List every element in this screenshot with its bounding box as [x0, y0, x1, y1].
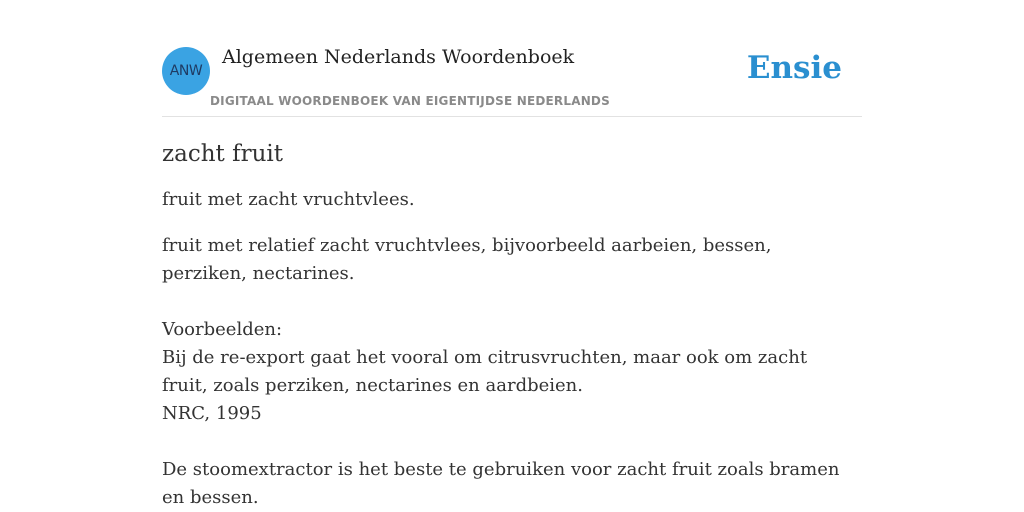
dictionary-title[interactable]: Algemeen Nederlands Woordenboek — [222, 46, 575, 68]
anw-logo-text: ANW — [169, 63, 203, 79]
example-source: NRC, 1995 — [162, 403, 262, 424]
long-definition: fruit met relatief zacht vruchtvlees, bijvoorbeeld aarbeien, bessen, perziken, nectarines. — [162, 235, 772, 284]
site-header — [162, 44, 862, 117]
example-text: Bij de re-export gaat het vooral om citrusvruchten, maar ook om zacht fruit, zoals perziken, nectarines en aardbeien. — [162, 347, 808, 396]
ensie-logo[interactable]: Ensie — [746, 50, 842, 86]
example-text: De stoomextractor is het beste te gebruiken voor zacht fruit zoals bramen en bessen. — [162, 459, 840, 508]
short-definition: fruit met zacht vruchtvlees. — [162, 189, 415, 210]
examples-label: Voorbeelden: — [162, 319, 283, 340]
entry-content — [162, 136, 842, 512]
entry-title: zacht fruit — [162, 141, 283, 167]
dictionary-subtitle: DIGITAAL WOORDENBOEK VAN EIGENTIJDSE NEDERLANDS — [210, 94, 610, 108]
anw-logo[interactable] — [162, 47, 210, 95]
